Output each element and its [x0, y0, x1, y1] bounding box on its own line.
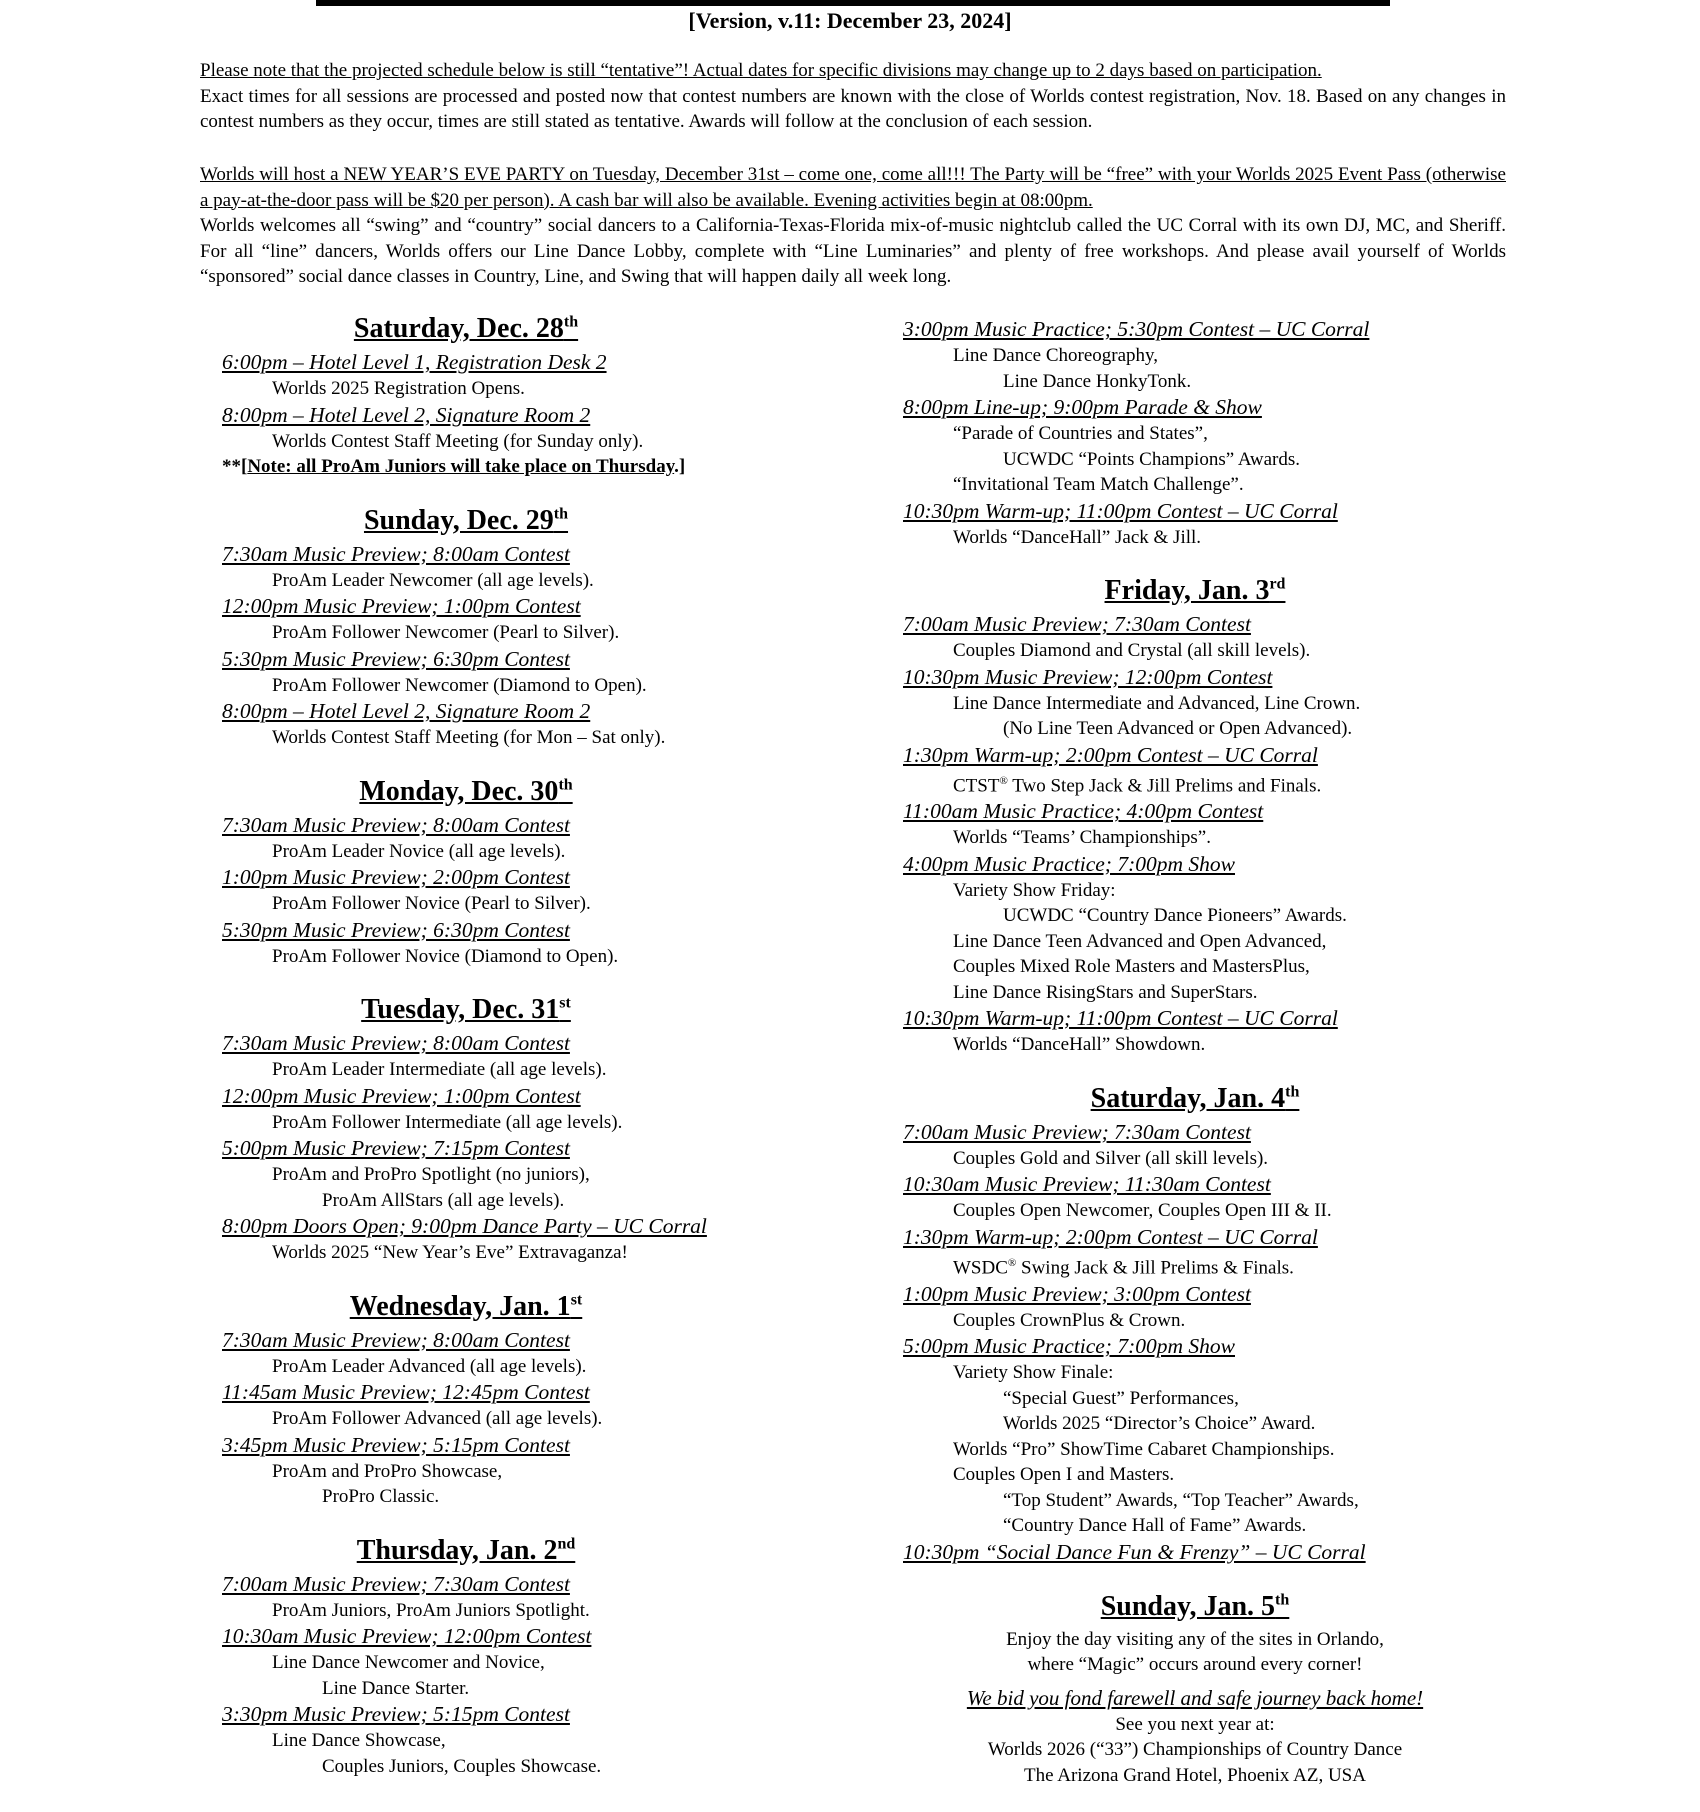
day-tuesday-dec-31 [222, 993, 872, 1266]
session-detail: ProAm Follower Advanced (all age levels). [272, 1408, 603, 1429]
session-time: 8:00pm – Hotel Level 2, Signature Room 2 [222, 699, 591, 723]
session-time: 5:30pm Music Preview; 6:30pm Contest [222, 646, 570, 671]
session-time: 4:00pm Music Practice; 7:00pm Show [903, 851, 1235, 876]
session-time: 7:30am Music Preview; 8:00am Contest [222, 1031, 570, 1055]
session-detail: ProAm Juniors, ProAm Juniors Spotlight. [272, 1599, 590, 1621]
session-time: 7:30am Music Preview; 8:00am Contest [222, 541, 570, 566]
session-detail: Worlds Contest Staff Meeting (for Mon – Sat only). [272, 727, 666, 748]
day-heading: Sunday, Dec. 29th [363, 504, 569, 536]
session-time: 10:30pm Warm-up; 11:00pm Contest – UC Corral [903, 1006, 1338, 1031]
day-sunday-dec-29 [222, 504, 872, 751]
session-detail: ProAm Leader Intermediate (all age levels). [272, 1059, 607, 1080]
session-detail: ProAm Follower Newcomer (Diamond to Open). [272, 674, 647, 696]
day-saturday-dec-28 [222, 312, 872, 480]
session-detail: Worlds “Teams’ Championships”. [953, 827, 1211, 849]
farewell-line: We bid you fond farewell and safe journey back home! [966, 1685, 1424, 1710]
session-detail: Couples Diamond and Crystal (all skill levels). [953, 640, 1311, 661]
session-detail: Variety Show Friday: [953, 879, 1116, 901]
session-time: 12:00pm Music Preview; 1:00pm Contest [222, 1083, 581, 1108]
session-time: 3:30pm Music Preview; 5:15pm Contest [222, 1702, 570, 1726]
next-event-venue: The Arizona Grand Hotel, Phoenix AZ, USA [1024, 1764, 1366, 1786]
session-time: 8:00pm Doors Open; 9:00pm Dance Party – UC Corral [222, 1214, 707, 1238]
session-detail: ProAm and ProPro Showcase, [272, 1460, 503, 1482]
session-detail: Line Dance Starter. [322, 1677, 470, 1699]
session-time: 12:00pm Music Preview; 1:00pm Contest [222, 594, 581, 618]
session-time: 8:00pm – Hotel Level 2, Signature Room 2 [222, 402, 591, 427]
party-notice: Worlds will host a NEW YEAR’S EVE PARTY on Tuesday, December 31st – come one, come all!!! The Party will be “free” with your Worlds 2025 Event Pass (otherwise a pay-at-the-door pass will be $20 per person). A cash bar will also be available. Evening activities begin at 08:00pm. [200, 164, 1506, 211]
day-heading: Tuesday, Dec. 31st [361, 994, 571, 1025]
session-time: 11:45am Music Preview; 12:45pm Contest [222, 1380, 590, 1404]
session-detail: Line Dance RisingStars and SuperStars. [953, 981, 1258, 1003]
session-detail: Worlds 2025 Registration Opens. [272, 378, 525, 399]
day-monday-dec-30 [222, 775, 872, 970]
session-time: 5:00pm Music Practice; 7:00pm Show [903, 1334, 1235, 1359]
session-detail: Worlds “DanceHall” Jack & Jill. [953, 526, 1202, 548]
session-time: 1:30pm Warm-up; 2:00pm Contest – UC Corral [903, 742, 1318, 767]
session-detail: Line Dance Newcomer and Novice, [272, 1652, 545, 1673]
session-time: 3:00pm Music Practice; 5:30pm Contest – UC Corral [903, 317, 1370, 341]
schedule-left-column [222, 312, 872, 1803]
tentative-notice: Please note that the projected schedule below is still “tentative”! Actual dates for specific divisions may change up to 2 days based on participation. [200, 60, 1322, 81]
session-detail: CTST® Two Step Jack & Jill Prelims and Finals. [953, 774, 1322, 796]
session-detail: Line Dance HonkyTonk. [1003, 370, 1192, 392]
day-saturday-jan-4 [903, 1082, 1623, 1566]
session-detail: “Country Dance Hall of Fame” Awards. [1003, 1515, 1307, 1537]
session-detail: ProAm Leader Advanced (all age levels). [272, 1355, 587, 1377]
closing-line: See you next year at: [1115, 1713, 1275, 1735]
session-time: 5:00pm Music Preview; 7:15pm Contest [222, 1136, 570, 1160]
day-heading: Friday, Jan. 3rd [1104, 575, 1286, 606]
session-detail: Variety Show Finale: [953, 1362, 1114, 1384]
session-detail: ProAm Leader Newcomer (all age levels). [272, 569, 594, 591]
session-time: 10:30pm Music Preview; 12:00pm Contest [903, 664, 1273, 689]
session-detail: “Parade of Countries and States”, [953, 423, 1208, 444]
session-time: 10:30pm “Social Dance Fun & Frenzy” – UC Corral [903, 1539, 1366, 1564]
day-heading: Thursday, Jan. 2nd [356, 1534, 576, 1566]
session-detail: “Special Guest” Performances, [1003, 1387, 1239, 1409]
session-time: 7:30am Music Preview; 8:00am Contest [222, 1327, 570, 1352]
session-time: 8:00pm Line-up; 9:00pm Parade & Show [903, 395, 1262, 419]
next-event-line: Worlds 2026 (“33”) Championships of Country Dance [987, 1739, 1403, 1761]
day-heading: Saturday, Dec. 28th [353, 313, 579, 344]
day-sunday-jan-5 [903, 1590, 1623, 1789]
session-detail: Worlds 2025 “Director’s Choice” Award. [1003, 1413, 1316, 1435]
session-time: 10:30am Music Preview; 11:30am Contest [903, 1172, 1271, 1197]
session-detail: Couples CrownPlus & Crown. [953, 1309, 1186, 1331]
session-time: 10:30am Music Preview; 12:00pm Contest [222, 1624, 592, 1648]
session-detail: WSDC® Swing Jack & Jill Prelims & Finals. [953, 1256, 1294, 1279]
intro-paragraph-2 [200, 162, 1506, 290]
session-detail: Worlds 2025 “New Year’s Eve” Extravaganza! [272, 1242, 628, 1263]
session-time: 11:00am Music Practice; 4:00pm Contest [903, 799, 1264, 824]
session-detail: UCWDC “Country Dance Pioneers” Awards. [1003, 905, 1347, 927]
welcome-notice: Worlds welcomes all “swing” and “country” social dancers to a California-Texas-Florida mix-of-music nightclub called the UC Corral with its own DJ, MC, and Sheriff. For all “line” dancers, Worlds offers our Line Dance Lobby, complete with “Line Luminaries” and plenty of free workshops. And please avail yourself of Worlds “sponsored” social dance classes in Country, Line, and Swing that will happen daily all week long. [200, 215, 1506, 287]
session-detail: Couples Mixed Role Masters and MastersPlus, [953, 956, 1310, 978]
intro-paragraph-1 [200, 58, 1506, 135]
session-detail: Couples Juniors, Couples Showcase. [322, 1755, 602, 1777]
session-detail: ProAm AllStars (all age levels). [322, 1189, 565, 1211]
session-detail: Worlds Contest Staff Meeting (for Sunday only). [272, 430, 644, 452]
session-time: 5:30pm Music Preview; 6:30pm Contest [222, 917, 570, 942]
session-time: 7:00am Music Preview; 7:30am Contest [222, 1571, 570, 1596]
day-heading: Sunday, Jan. 5th [1100, 1590, 1290, 1622]
juniors-note: **[Note: all ProAm Juniors will take place on Thursday.] [222, 456, 686, 477]
session-detail: ProAm Follower Novice (Diamond to Open). [272, 945, 619, 967]
session-detail: ProPro Classic. [322, 1486, 440, 1507]
day-heading: Saturday, Jan. 4th [1090, 1082, 1300, 1114]
day-thursday-jan-2-continued [903, 316, 1623, 550]
session-detail: “Top Student” Awards, “Top Teacher” Awards, [1003, 1489, 1359, 1511]
session-detail: Line Dance Choreography, [953, 345, 1159, 366]
session-detail: “Invitational Team Match Challenge”. [953, 474, 1244, 495]
times-notice: Exact times for all sessions are processed and posted now that contest numbers are known with the close of Worlds contest registration, Nov. 18. Based on any changes in contest numbers as they occur, times are still stated as tentative. Awards will follow at the conclusion of each session. [200, 85, 1506, 132]
session-detail: ProAm Leader Novice (all age levels). [272, 840, 566, 862]
session-time: 1:00pm Music Preview; 3:00pm Contest [903, 1281, 1251, 1306]
session-time: 7:00am Music Preview; 7:30am Contest [903, 612, 1251, 636]
session-detail: UCWDC “Points Champions” Awards. [1003, 448, 1300, 470]
session-detail: Worlds “Pro” ShowTime Cabaret Championships. [953, 1438, 1335, 1460]
session-detail: Line Dance Teen Advanced and Open Advanced, [953, 930, 1327, 952]
session-time: 7:00am Music Preview; 7:30am Contest [903, 1119, 1251, 1144]
session-time: 1:30pm Warm-up; 2:00pm Contest – UC Corral [903, 1224, 1318, 1249]
session-detail: Couples Gold and Silver (all skill levels). [953, 1147, 1269, 1169]
session-time: 3:45pm Music Preview; 5:15pm Contest [222, 1432, 570, 1457]
version-line: [Version, v.11: December 23, 2024] [688, 8, 1012, 33]
session-detail: Couples Open Newcomer, Couples Open III & II. [953, 1200, 1332, 1222]
session-detail: Line Dance Showcase, [272, 1730, 446, 1751]
session-time: 7:30am Music Preview; 8:00am Contest [222, 812, 570, 837]
session-detail: ProAm and ProPro Spotlight (no juniors), [272, 1164, 590, 1185]
day-friday-jan-3 [903, 574, 1623, 1058]
session-detail: ProAm Follower Intermediate (all age levels). [272, 1111, 623, 1133]
session-detail: Line Dance Intermediate and Advanced, Line Crown. [953, 692, 1361, 714]
closing-line: Enjoy the day visiting any of the sites in Orlando, [1006, 1628, 1384, 1650]
closing-line: where “Magic” occurs around every corner! [1027, 1654, 1363, 1676]
session-detail: (No Line Teen Advanced or Open Advanced). [1003, 718, 1353, 739]
session-detail: Worlds “DanceHall” Showdown. [953, 1034, 1206, 1056]
session-detail: ProAm Follower Newcomer (Pearl to Silver). [272, 622, 620, 643]
day-heading: Monday, Dec. 30th [359, 775, 573, 807]
day-heading: Wednesday, Jan. 1st [349, 1290, 583, 1322]
schedule-right-column [903, 316, 1623, 1812]
session-time: 1:00pm Music Preview; 2:00pm Contest [222, 865, 570, 889]
session-time: 10:30pm Warm-up; 11:00pm Contest – UC Corral [903, 498, 1338, 523]
day-wednesday-jan-1 [222, 1290, 872, 1510]
session-detail: ProAm Follower Novice (Pearl to Silver). [272, 893, 591, 914]
session-detail: Couples Open I and Masters. [953, 1464, 1175, 1486]
session-time: 6:00pm – Hotel Level 1, Registration Desk 2 [222, 350, 607, 374]
day-thursday-jan-2 [222, 1534, 872, 1780]
